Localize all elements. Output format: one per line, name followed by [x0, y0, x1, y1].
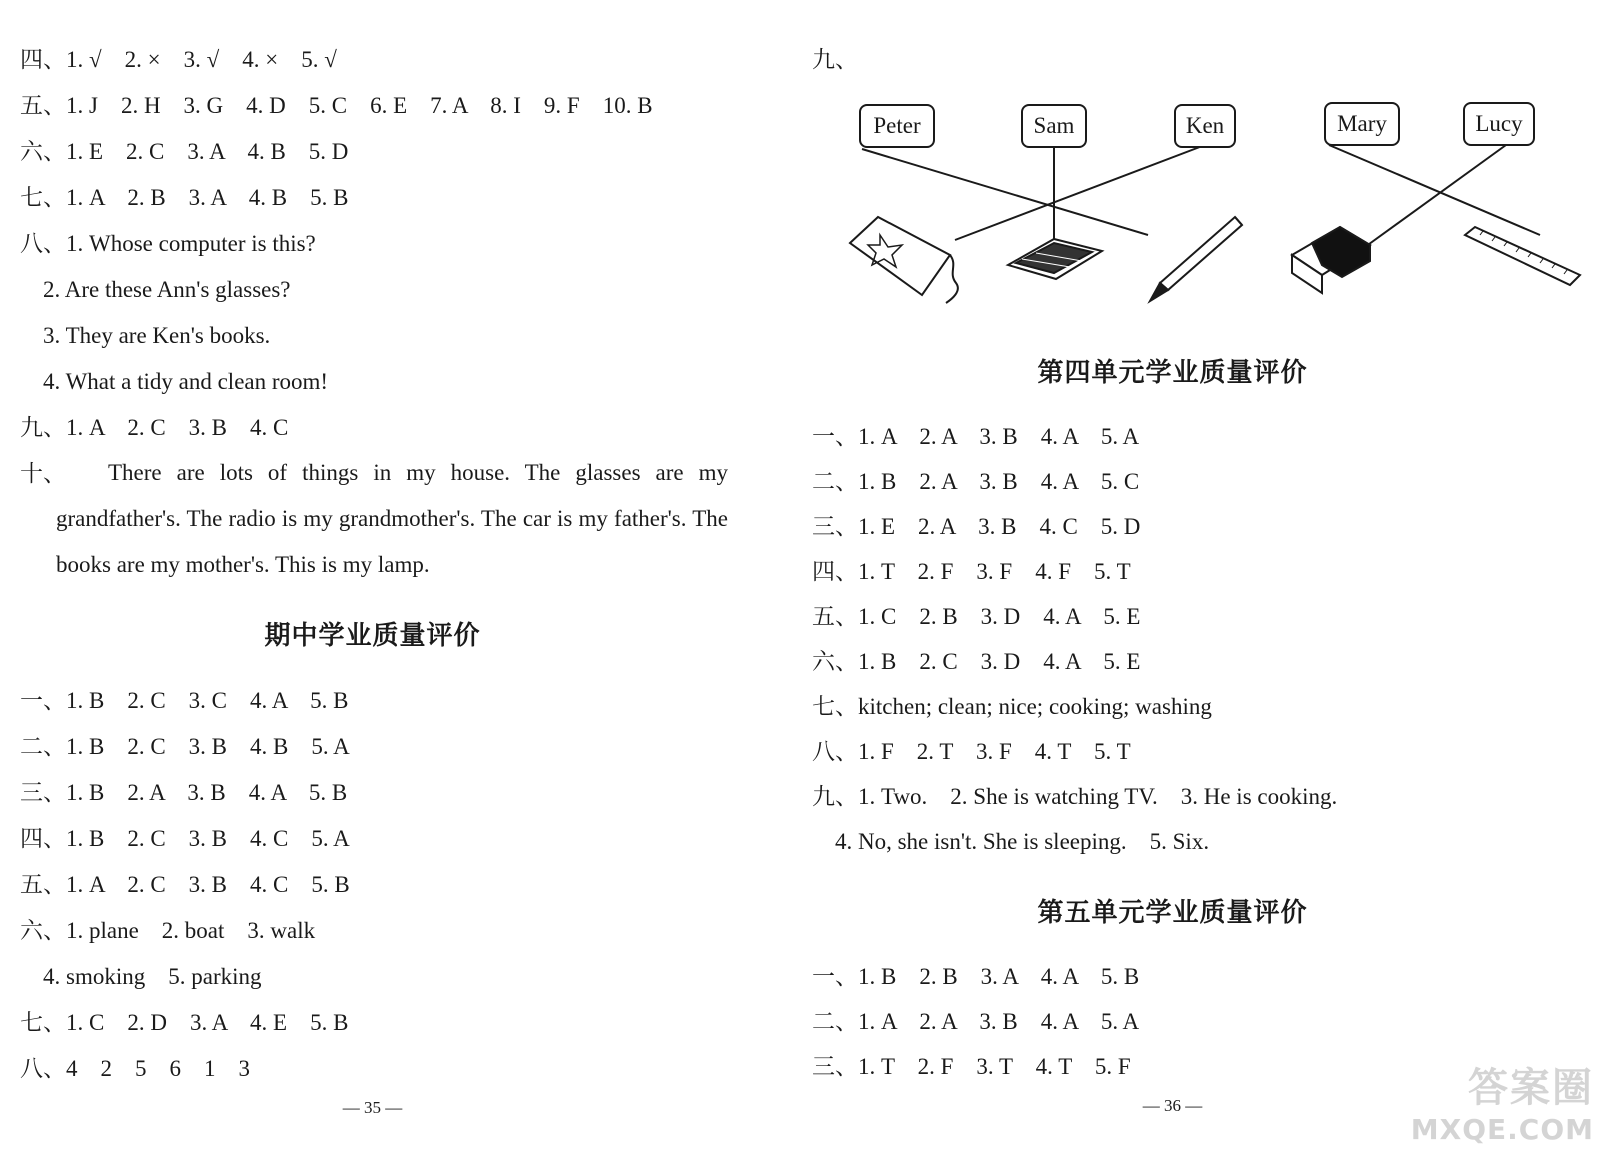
- answer-line: 六、1. plane 2. boat 3. walk: [20, 918, 316, 943]
- watermark: [1411, 1056, 1594, 1146]
- answer-line: 三、1. B 2. A 3. B 4. A 5. B: [20, 780, 348, 805]
- answer-line: 四、1. T 2. F 3. F 4. F 5. T: [812, 559, 1131, 584]
- answer-line: 三、1. E 2. A 3. B 4. C 5. D: [812, 514, 1141, 539]
- answer-line: 七、kitchen; clean; nice; cooking; washing: [812, 694, 1212, 719]
- answer-line: 八、1. Whose computer is this?: [20, 231, 316, 256]
- answer-line: 六、1. E 2. C 3. A 4. B 5. D: [20, 139, 349, 164]
- answer-line: 二、1. B 2. C 3. B 4. B 5. A: [20, 734, 350, 759]
- answer-line: 八、4 2 5 6 1 3: [20, 1056, 250, 1081]
- midterm-heading: 期中学业质量评价: [264, 621, 481, 651]
- answer-line: 九、1. A 2. C 3. B 4. C: [20, 415, 289, 440]
- answer-line: 九、1. Two. 2. She is watching TV. 3. He is cooking.: [812, 784, 1338, 809]
- unit5-heading: 第五单元学业质量评价: [1037, 898, 1308, 928]
- match-line-ken: [955, 145, 1205, 240]
- unit4-heading: 第四单元学业质量评价: [1037, 358, 1308, 388]
- match-line-mary: [1329, 145, 1540, 235]
- answer-line: 七、1. C 2. D 3. A 4. E 5. B: [20, 1010, 349, 1035]
- answer-line: 八、1. F 2. T 3. F 4. T 5. T: [812, 739, 1131, 764]
- ruler-icon: [1465, 227, 1580, 285]
- answer-line: 四、1. √ 2. × 3. √ 4. × 5. √: [20, 47, 337, 72]
- answer-line: 二、1. A 2. A 3. B 4. A 5. A: [812, 1009, 1140, 1034]
- answer-line: 4. No, she isn't. She is sleeping. 5. Six.: [812, 829, 1210, 854]
- left-page: [0, 0, 780, 1152]
- answer-line: 4. smoking 5. parking: [20, 964, 262, 989]
- section-nine-label: 九、: [812, 47, 858, 72]
- answer-line: 4. What a tidy and clean room!: [20, 369, 329, 394]
- answer-line: 五、1. A 2. C 3. B 4. C 5. B: [20, 872, 350, 897]
- section-ten-paragraph: There are lots of things in my house. The glasses are my grandfather's. The radio is my grandmother's. The car is my father's. The books are my mother's. This is my lamp.: [56, 460, 728, 577]
- answer-line: 一、1. B 2. B 3. A 4. A 5. B: [812, 964, 1140, 989]
- answer-line: 三、1. T 2. F 3. T 4. T 5. F: [812, 1054, 1131, 1079]
- answer-line: 六、1. B 2. C 3. D 4. A 5. E: [812, 649, 1141, 674]
- answer-line: 一、1. B 2. C 3. C 4. A 5. B: [20, 688, 349, 713]
- answer-line: 七、1. A 2. B 3. A 4. B 5. B: [20, 185, 349, 210]
- pencil-icon: [1150, 217, 1242, 301]
- name-box-sam: Sam: [1021, 104, 1087, 148]
- answer-line: 一、1. A 2. A 3. B 4. A 5. A: [812, 424, 1140, 449]
- answer-line: 五、1. C 2. B 3. D 4. A 5. E: [812, 604, 1141, 629]
- answer-line: 五、1. J 2. H 3. G 4. D 5. C 6. E 7. A 8. I 9. F 10. B: [20, 93, 653, 118]
- abacus-icon: [1008, 239, 1102, 279]
- watermark-logo-text: 答案圈: [1468, 1065, 1594, 1111]
- right-page: [800, 0, 1600, 1152]
- page-number: — 36 —: [1142, 1096, 1203, 1115]
- name-box-ken: Ken: [1174, 104, 1236, 148]
- answer-line: 四、1. B 2. C 3. B 4. C 5. A: [20, 826, 350, 851]
- answer-line: 2. Are these Ann's glasses?: [20, 277, 291, 302]
- page-number: — 35 —: [342, 1098, 403, 1117]
- name-box-lucy: Lucy: [1463, 102, 1535, 146]
- match-line-peter: [862, 149, 1148, 235]
- watermark-url: MXQE.COM: [1410, 1113, 1594, 1146]
- answer-line: 二、1. B 2. A 3. B 4. A 5. C: [812, 469, 1140, 494]
- kite-icon: [850, 217, 958, 303]
- name-box-mary: Mary: [1324, 102, 1400, 146]
- eraser-icon: [1292, 227, 1370, 293]
- answer-line: 3. They are Ken's books.: [20, 323, 271, 348]
- section-ten-label: 十、: [20, 461, 66, 486]
- name-box-peter: Peter: [859, 104, 935, 148]
